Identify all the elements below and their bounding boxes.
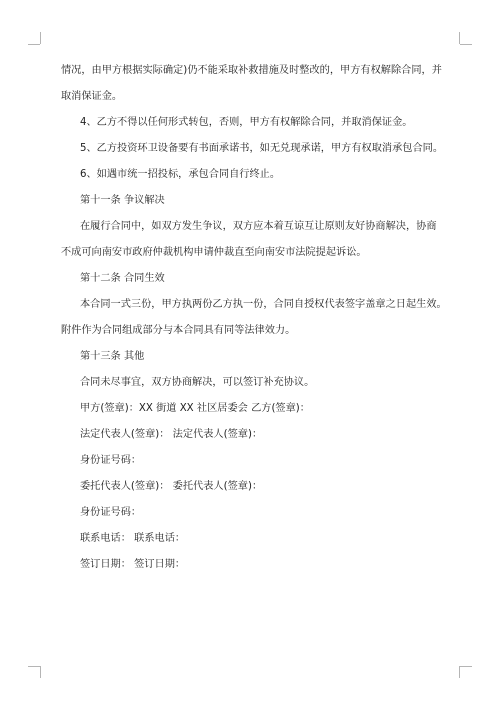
- clause-item-4: 4、乙方不得以任何形式转包，否则，甲方有权解除合同，并取消保证金。: [80, 117, 413, 128]
- section-heading-11: 第十一条 争议解决: [80, 195, 165, 206]
- crop-mark-bottom-right-v: [459, 666, 460, 678]
- signature-date-line: 签订日期： 签订日期：: [80, 559, 186, 570]
- paragraph-line: 合同未尽事宜，双方协商解决，可以签订补充协议。: [80, 377, 315, 388]
- clause-item-6: 6、如遇市统一招投标，承包合同自行终止。: [80, 169, 281, 180]
- signature-id-line: 身份证号码：: [80, 455, 142, 466]
- signature-id-line: 身份证号码：: [80, 507, 142, 518]
- signature-legal-rep-line: 法定代表人(签章)： 法定代表人(签章)：: [80, 429, 263, 440]
- paragraph-line: 取消保证金。: [61, 91, 123, 102]
- crop-mark-top-right-h: [460, 44, 472, 45]
- crop-mark-top-left-v: [40, 32, 41, 44]
- section-heading-13: 第十三条 其他: [80, 351, 145, 362]
- crop-mark-top-left-h: [28, 44, 40, 45]
- crop-mark-bottom-left-h: [28, 666, 40, 667]
- paragraph-line: 不成可向南安市政府仲裁机构申请仲裁直至向南安市法院提起诉讼。: [61, 247, 367, 258]
- crop-mark-bottom-left-v: [40, 666, 41, 678]
- clause-item-5: 5、乙方投资环卫设备要有书面承诺书，如无兑现承诺，甲方有权取消承包合同。: [80, 143, 444, 154]
- document-body: [61, 64, 451, 572]
- signature-agent-line: 委托代表人(签章)： 委托代表人(签章)：: [80, 481, 263, 492]
- paragraph-line: 在履行合同中，如双方发生争议，双方应本着互谅互让原则友好协商解决，协商: [80, 221, 437, 232]
- section-heading-12: 第十二条 合同生效: [80, 273, 165, 284]
- signature-phone-line: 联系电话： 联系电话：: [80, 533, 186, 544]
- paragraph-line: 本合同一式三份，甲方执两份乙方执一份，合同自授权代表签字盖章之日起生效。: [80, 299, 447, 310]
- crop-mark-bottom-right-h: [460, 666, 472, 667]
- crop-mark-top-right-v: [459, 32, 460, 44]
- paragraph-line: 情况，由甲方根据实际确定)仍不能采取补救措施及时整改的，甲方有权解除合同，并: [61, 65, 442, 76]
- paragraph-line: 附件作为合同组成部分与本合同具有同等法律效力。: [61, 325, 296, 336]
- signature-party-line: 甲方(签章)：XX 街道 XX 社区居委会 乙方(签章)：: [80, 403, 310, 414]
